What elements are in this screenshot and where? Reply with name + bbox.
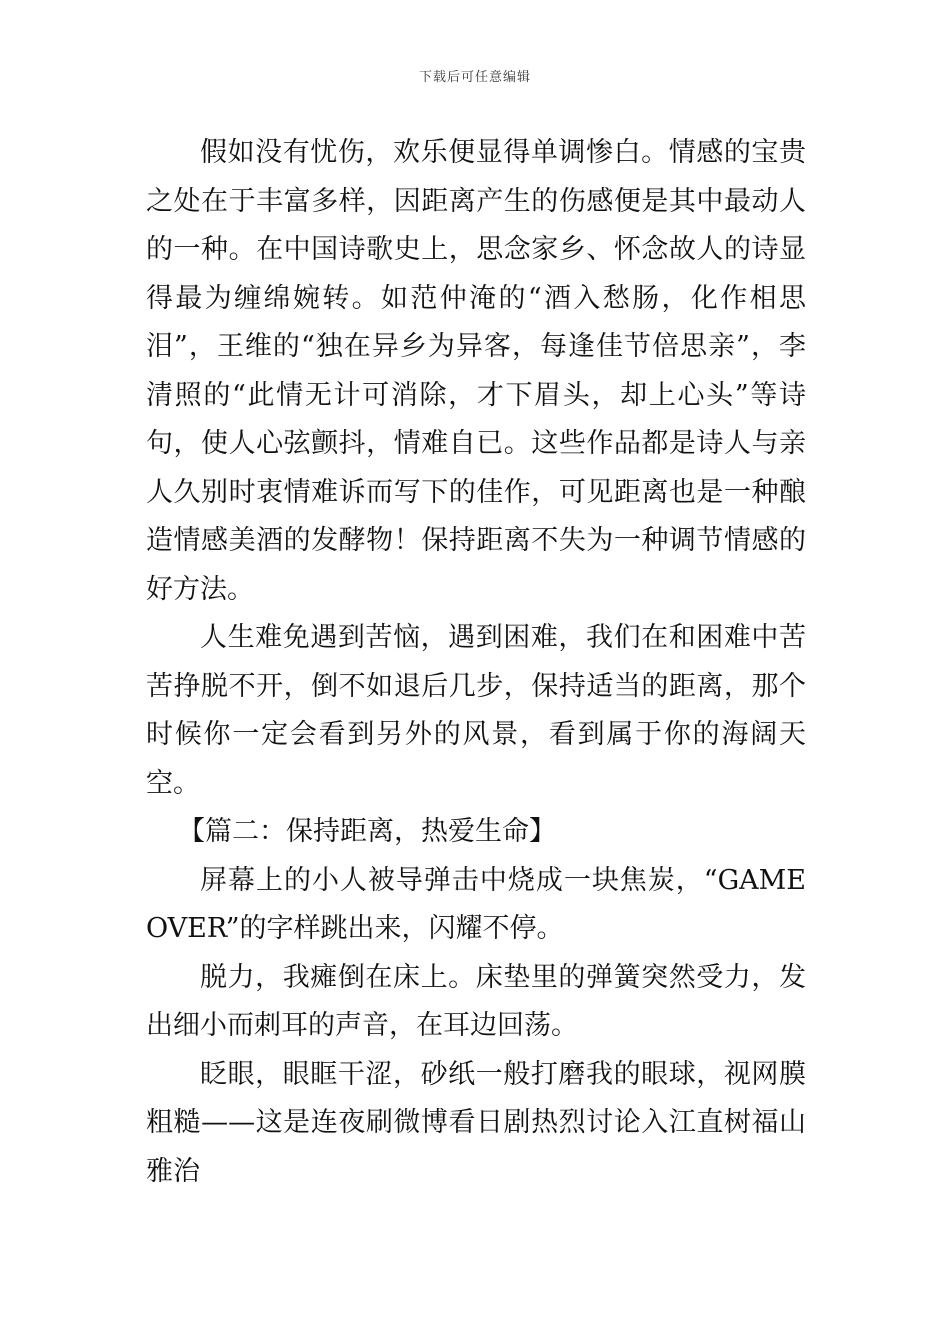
document-body: [146, 129, 806, 1196]
paragraph-3: 屏幕上的小人被导弹击中烧成一块焦炭，“GAMEOVER”的字样跳出来，闪耀不停。: [146, 864, 806, 944]
paragraph-4: 脱力，我瘫倒在床上。床垫里的弹簧突然受力，发出细小而刺耳的声音，在耳边回荡。: [146, 961, 806, 1041]
section-heading: 【篇二：保持距离，热爱生命】: [178, 816, 556, 847]
paragraph-5: 眨眼，眼眶干涩，砂纸一般打磨我的眼球，视网膜粗糙——这是连夜刷微博看日剧热烈讨论入江直树福山雅治: [146, 1058, 806, 1187]
page-header: 下载后可任意编辑: [418, 70, 531, 85]
paragraph-1: 假如没有忧伤，欢乐便显得单调惨白。情感的宝贵之处在于丰富多样，因距离产生的伤感便是其中最动人的一种。在中国诗歌史上，思念家乡、怀念故人的诗显得最为缠绵婉转。如范仲淹的“酒入愁肠，化作相思泪”，王维的“独在异乡为异客，每逢佳节倍思亲”，李清照的“此情无计可消除，才下眉头，却上心头”等诗句，使人心弦颤抖，情难自已。这些作品都是诗人与亲人久别时衷情难诉而写下的佳作，可见距离也是一种酿造情感美酒的发酵物！保持距离不失为一种调节情感的好方法。: [146, 137, 806, 605]
paragraph-2: 人生难免遇到苦恼，遇到困难，我们在和困难中苦苦挣脱不开，倒不如退后几步，保持适当的距离，那个时候你一定会看到另外的风景，看到属于你的海阔天空。: [146, 622, 806, 799]
